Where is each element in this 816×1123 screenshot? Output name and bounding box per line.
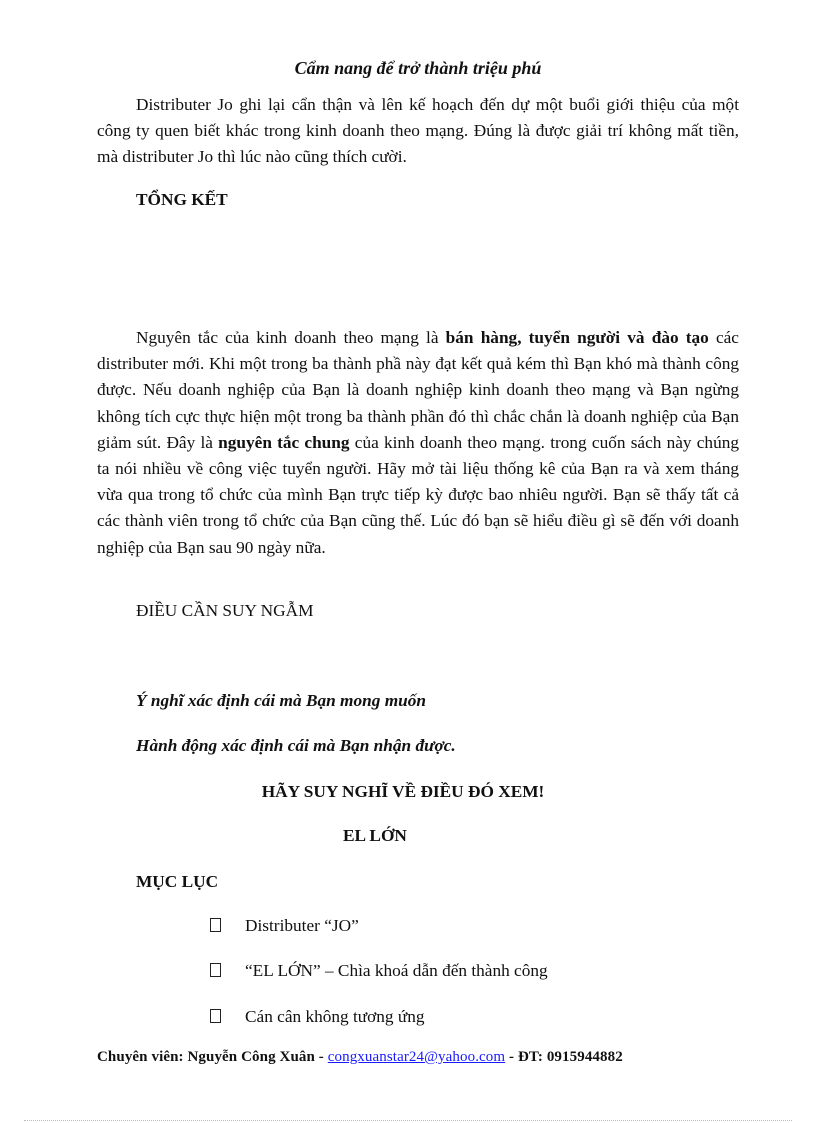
footer-email-link[interactable]: congxuanstar24@yahoo.com bbox=[327, 1049, 506, 1065]
toc-item bbox=[210, 1007, 425, 1027]
toc-item-label: Cán cân không tương ứng bbox=[245, 1007, 425, 1026]
paragraph-principle-text-1: Nguyên tắc của kinh doanh theo mạng là bbox=[136, 328, 446, 347]
paragraph-principle-bold-2: nguyên tắc chung bbox=[218, 432, 350, 452]
paragraph-principle-text-2: các distributer mới. Khi một trong ba thành phầ này đạt kết quả kém thì Bạn khó mà thành công được. Nếu doanh nghiệp của Bạn là doanh nghiệp kinh doanh theo mạng và Bạn ngừng không tích cực thực hiện một trong ba thành phần đó thì chắc chắn là doanh nghiệp của Bạn giảm sút. Đây là bbox=[97, 328, 739, 452]
toc-item bbox=[210, 961, 548, 981]
page-footer bbox=[97, 1049, 623, 1066]
page-bottom-divider bbox=[24, 1120, 792, 1121]
heading-el-lon: EL LỚN bbox=[343, 826, 407, 845]
heading-summary: TỔNG KẾT bbox=[136, 190, 228, 209]
checkbox-bullet-icon bbox=[210, 918, 221, 932]
toc-item bbox=[210, 916, 359, 936]
paragraph-principle-text-3: của kinh doanh theo mạng. trong cuốn sách này chúng ta nói nhiều về công việc tuyển người. Hãy mở tài liệu thống kê của Bạn ra và xem tháng vừa qua trong tổ chức của mình Bạn trực tiếp kỳ được bao nhiêu người. Bạn sẽ thấy tất cả các thành viên trong tổ chức của Bạn cũng thế. Lúc đó bạn sẽ hiểu điều gì sẽ đến với doanh nghiệp của Bạn sau 90 ngày nữa. bbox=[97, 432, 739, 557]
paragraph-principle bbox=[97, 325, 739, 561]
heading-table-of-contents: MỤC LỤC bbox=[136, 872, 219, 891]
heading-think-about-it: HÃY SUY NGHĨ VỀ ĐIỀU ĐÓ XEM! bbox=[261, 782, 545, 801]
footer-author: Chuyên viên: Nguyễn Công Xuân - bbox=[97, 1049, 328, 1065]
heading-reflection: ĐIỀU CẦN SUY NGẪM bbox=[136, 601, 314, 620]
quote-line-thought: Ý nghĩ xác định cái mà Bạn mong muốn bbox=[136, 691, 427, 710]
footer-phone: - ĐT: 0915944882 bbox=[505, 1049, 623, 1065]
toc-item-label: Distributer “JO” bbox=[245, 916, 359, 935]
header-title: Cẩm nang để trở thành triệu phú bbox=[294, 58, 542, 78]
paragraph-intro: Distributer Jo ghi lại cẩn thận và lên kế hoạch đến dự một buổi giới thiệu của một công ty quen biết khác trong kinh doanh theo mạng. Đúng là được giải trí không mất tiền, mà distributer Jo thì lúc nào cũng thích cười. bbox=[97, 95, 739, 167]
checkbox-bullet-icon bbox=[210, 963, 221, 977]
toc-item-label: “EL LỚN” – Chìa khoá dẫn đến thành công bbox=[245, 961, 548, 980]
checkbox-bullet-icon bbox=[210, 1009, 221, 1023]
paragraph-principle-bold-1: bán hàng, tuyển người và đào tạo bbox=[445, 328, 709, 347]
quote-line-action: Hành động xác định cái mà Bạn nhận được. bbox=[136, 736, 456, 755]
